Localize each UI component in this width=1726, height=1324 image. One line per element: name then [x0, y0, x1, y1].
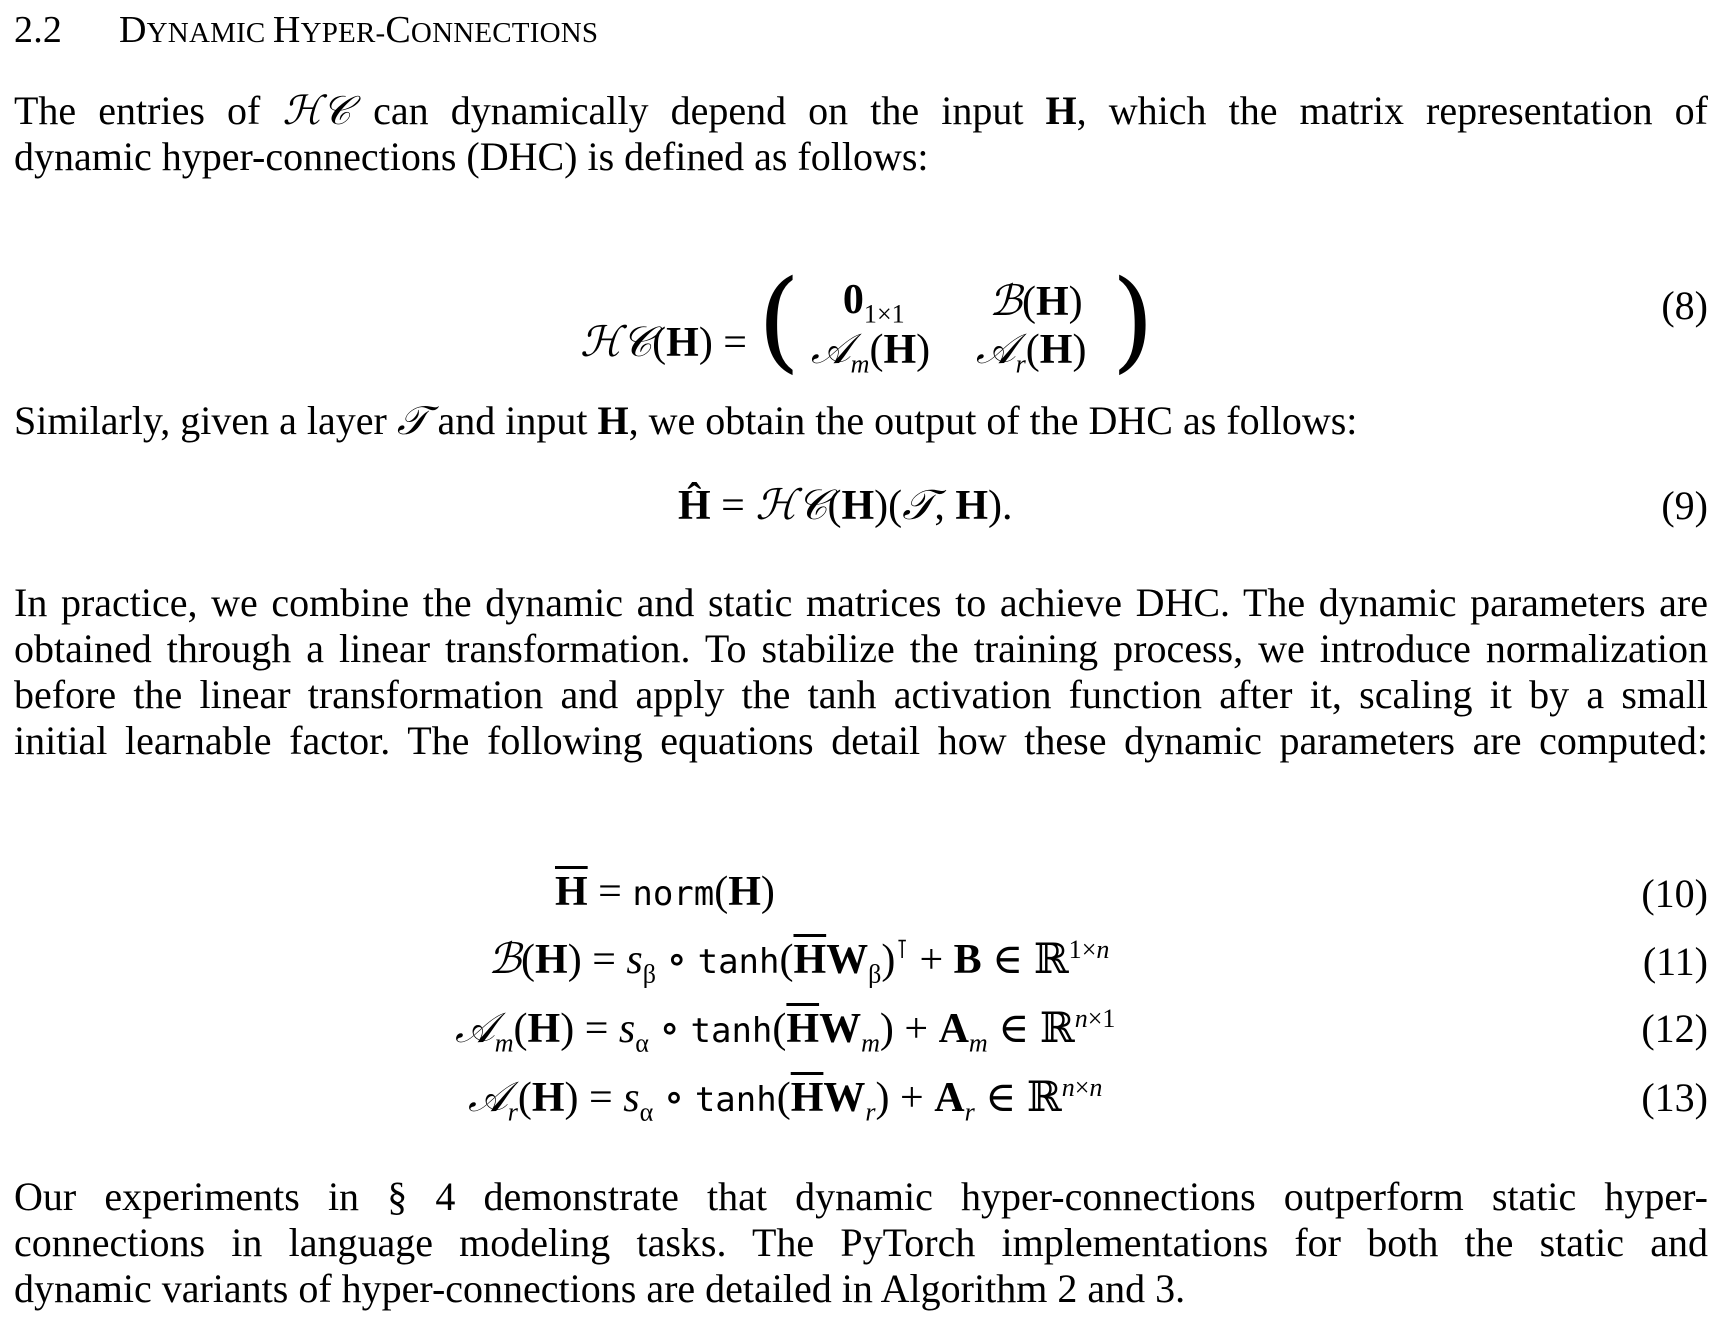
paragraph-output: [14, 398, 1708, 444]
equation-number: (9): [1661, 483, 1708, 528]
section-heading: [14, 8, 598, 52]
equation-9: Ĥ = ℋ𝒞(H)(𝒯, H).: [678, 480, 1013, 529]
equation-number: (12): [1641, 1006, 1708, 1051]
equation-number: (13): [1641, 1075, 1708, 1120]
equation-8: ℋ𝒞(H) = ( $0_{1\times 1}$ ℬ(H) 𝒜$_m$(H) 𝒜$_r$(H) ): [580, 256, 1155, 384]
paragraph-line: initial learnable factor. The following equations detail how these dynamic parameters are computed:: [14, 718, 1708, 763]
paragraph-line: Similarly, given a layer 𝒯 and input H, we obtain the output of the DHC as follows:: [14, 398, 1358, 444]
equation-number: (11): [1642, 939, 1708, 984]
section-title: DYNAMIC HYPER-CONNECTIONS: [119, 9, 599, 51]
paragraph-line: dynamic hyper-connections (DHC) is defined as follows:: [14, 134, 929, 179]
paragraph-line: obtained through a linear transformation. To stabilize the training process, we introduce normalization: [14, 626, 1708, 671]
paragraph-line: before the linear transformation and apply the tanh activation function after it, scaling it by a small: [14, 672, 1708, 717]
equation-number: (10): [1641, 871, 1708, 916]
section-number: 2.2: [14, 9, 63, 51]
equation-number: (8): [1661, 283, 1708, 328]
paragraph-intro: [14, 88, 1708, 180]
paragraph-line: dynamic variants of hyper-connections are detailed in Algorithm 2 and 3.: [14, 1266, 1186, 1311]
equation-10: $\overline{H}$ = norm(H): [555, 869, 775, 915]
paragraph-line: Our experiments in § 4 demonstrate that dynamic hyper-connections outperform static hyper-: [14, 1174, 1708, 1219]
equation-13: 𝒜$_r$(H) = $s_\alpha$ ∘ $\tanh(\overline{H}W_r) + A_r$ ∈ ℝ$^{n\times n}$: [468, 1072, 1103, 1127]
equation-11: ℬ(H) = $s_\beta$ ∘ $\tanh(\overline{H}W_\beta)^⊺ + B$ ∈ ℝ$^{1\times n}$: [488, 934, 1110, 989]
paragraph-practice: [14, 580, 1708, 764]
paragraph-line: In practice, we combine the dynamic and static matrices to achieve DHC. The dynamic parameters are: [14, 580, 1708, 625]
equation-12: 𝒜$_m$(H) = $s_\alpha$ ∘ $\tanh(\overline{H}W_m) + A_m$ ∈ ℝ$^{n\times 1}$: [455, 1003, 1116, 1058]
paragraph-experiments: [14, 1174, 1708, 1312]
paragraph-line: The entries of ℋ𝒞 can dynamically depend on the input H, which the matrix representation of: [14, 88, 1709, 134]
paragraph-line: connections in language modeling tasks. The PyTorch implementations for both the static and: [14, 1220, 1708, 1265]
